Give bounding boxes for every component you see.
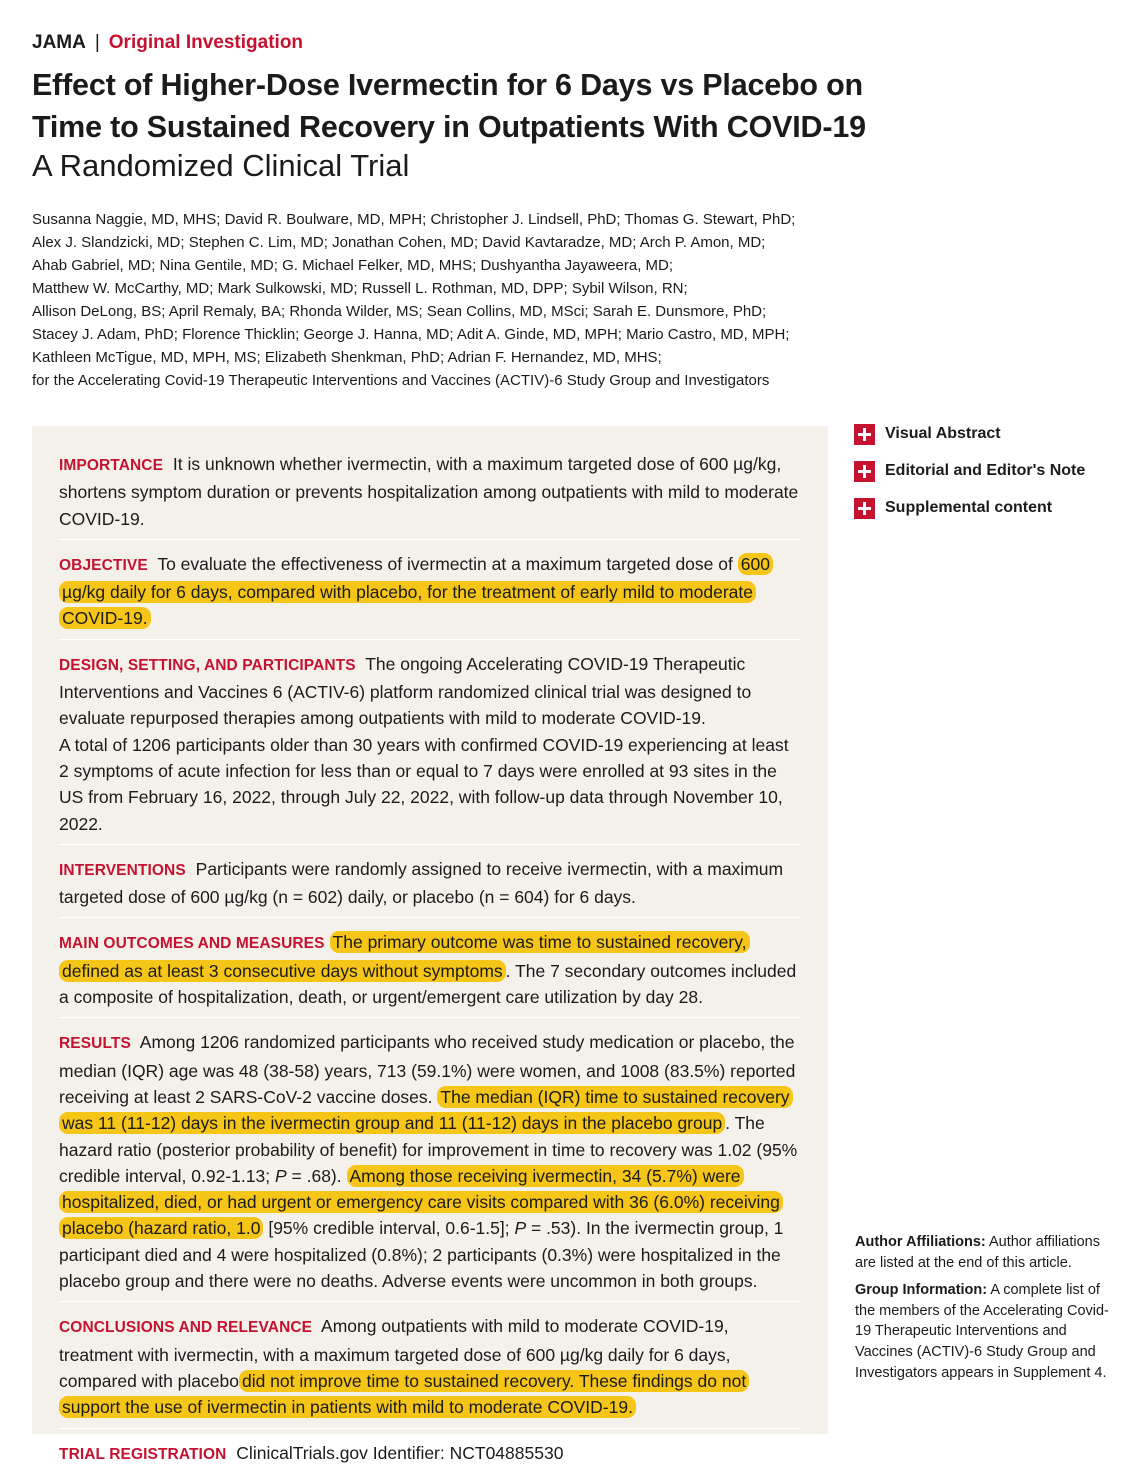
note-text: Author affiliations are listed at the end of this article.	[855, 1234, 1100, 1271]
author-line: Ahab Gabriel, MD; Nina Gentile, MD; G. Michael Felker, MD, MHS; Dushyantha Jayaweera, MD;	[32, 257, 674, 274]
supplemental-content-link[interactable]	[854, 496, 1124, 520]
section-text: = .53). In the ivermectin group, 1 participant died and 4 were hospitalized (0.8%); 2 participants (0.3%) were hospitalized in the placebo group and there were no deaths. Adverse events were uncommon in both groups.	[59, 1218, 784, 1292]
section-text: . The 7 secondary outcomes included a composite of hospitalization, death, or urgent/emergent care utilization by day 28.	[59, 960, 797, 1008]
article-title: Effect of Higher-Dose Ivermectin for 6 Days vs Placebo on Time to Sustained Recovery in Outpatients With COVID-19	[32, 68, 866, 144]
section-text: ClinicalTrials.gov Identifier: NCT04885530	[236, 1442, 564, 1463]
section-text: Among outpatients with mild to moderate COVID-19, treatment with ivermectin, with a maximum targeted dose of 600 µg/kg daily for 6 days, compared with placebo	[59, 1316, 731, 1391]
abstract-registration	[59, 1438, 800, 1475]
section-text: [95% credible interval, 0.6-1.5];	[263, 1218, 515, 1239]
highlighted-text: did not improve time to sustained recovery. These findings do not support the use of ivermectin in patients with mild to moderate COVID-19.	[59, 1370, 749, 1418]
supplementary-links	[854, 422, 1124, 533]
section-heading: CONCLUSIONS AND RELEVANCE	[59, 1319, 313, 1337]
p-value-symbol: P	[514, 1218, 527, 1239]
highlighted-text: The median (IQR) time to sustained recovery was 11 (11-12) days in the ivermectin group and 11 (11-12) days in the placebo group	[59, 1086, 793, 1134]
section-text: Among 1206 randomized participants who received study medication or placebo, the median (IQR) age was 48 (38-58) years, 713 (59.1%) were women, and 1008 (83.5%) reported receiving at least 2 SARS-CoV-2 vaccine doses.	[59, 1032, 796, 1107]
author-affiliations-note	[855, 1232, 1115, 1273]
section-heading: RESULTS	[59, 1035, 131, 1053]
section-text: . The hazard ratio (posterior probability of benefit) for improvement in time to recovery was 1.02 (95% credible interval, 0.92-1.13;	[59, 1113, 798, 1186]
abstract-importance	[59, 449, 800, 540]
link-label: Editorial and Editor's Note	[885, 462, 1086, 479]
author-line: Allison DeLong, BS; April Remaly, BA; Rhonda Wilder, MS; Sean Collins, MD, MSci; Sarah E. Dunsmore, PhD;	[32, 303, 767, 320]
p-value-symbol: P	[274, 1165, 287, 1186]
note-label: Group Information:	[855, 1282, 988, 1299]
editorial-link[interactable]	[854, 459, 1124, 483]
author-line: Stacey J. Adam, PhD; Florence Thicklin; George J. Hanna, MD; Adit A. Ginde, MD, MPH; Mario Castro, MD, MPH;	[32, 326, 790, 343]
article-section: Original Investigation	[108, 32, 304, 53]
plus-icon	[854, 498, 875, 519]
section-heading: DESIGN, SETTING, AND PARTICIPANTS	[59, 656, 356, 674]
section-text: The ongoing Accelerating COVID-19 Therapeutic Interventions and Vaccines 6 (ACTIV-6) platform randomized clinical trial was designed to evaluate repurposed therapies among outpatients with mild to moderate COVID-19.	[59, 653, 752, 729]
abstract-outcomes	[59, 927, 800, 1018]
highlighted-text: Among those receiving ivermectin, 34 (5.7%) were hospitalized, died, or had urgent or emergency care visits compared with 36 (6.0%) receiving placebo (hazard ratio, 1.0	[59, 1165, 783, 1240]
section-text: Participants were randomly assigned to receive ivermectin, with a maximum targeted dose of 600 µg/kg (n = 602) daily, or placebo (n = 604) for 6 days.	[59, 858, 784, 908]
section-heading: IMPORTANCE	[59, 457, 164, 474]
group-information-note	[855, 1280, 1115, 1383]
section-text: = .68).	[286, 1165, 342, 1186]
abstract-interventions	[59, 854, 800, 919]
plus-icon	[854, 461, 875, 482]
highlighted-text: 600 µg/kg daily for 6 days, compared with placebo, for the treatment of early mild to moderate COVID-19.	[59, 553, 773, 630]
abstract-results	[59, 1027, 800, 1302]
abstract-design	[59, 649, 800, 845]
section-heading: OBJECTIVE	[59, 556, 148, 574]
author-line: Kathleen McTigue, MD, MPH, MS; Elizabeth Shenkman, PhD; Adrian F. Hernandez, MD, MHS;	[32, 349, 662, 366]
author-list	[32, 208, 832, 392]
section-heading: MAIN OUTCOMES AND MEASURES	[59, 935, 325, 953]
note-label: Author Affiliations:	[855, 1234, 986, 1250]
masthead-separator: |	[94, 32, 100, 53]
abstract-conclusions	[59, 1311, 800, 1428]
masthead	[32, 31, 303, 55]
highlighted-text: The primary outcome was time to sustained recovery, defined as at least 3 consecutive days without symptoms	[59, 931, 750, 981]
section-heading: INTERVENTIONS	[59, 861, 186, 879]
author-line: Alex J. Slandzicki, MD; Stephen C. Lim, MD; Jonathan Cohen, MD; David Kavtaradze, MD; Arch P. Amon, MD;	[32, 234, 766, 251]
plus-icon	[854, 424, 875, 445]
abstract-box	[32, 426, 828, 1463]
section-heading: TRIAL REGISTRATION	[59, 1445, 227, 1463]
journal-name: JAMA	[32, 32, 86, 53]
author-line: for the Accelerating Covid-19 Therapeutic Interventions and Vaccines (ACTIV)-6 Study Group and Investigators	[32, 372, 770, 389]
section-text: It is unknown whether ivermectin, with a maximum targeted dose of 600 µg/kg, shortens symptom duration or prevents hospitalization among outpatients with mild to moderate COVID-19.	[59, 454, 799, 529]
abstract-objective	[59, 549, 800, 640]
note-text: A complete list of the members of the Accelerating Covid-19 Therapeutic Interventions and Vaccines (ACTIV)-6 Study Group and Investigators appears in Supplement 4.	[855, 1282, 1109, 1381]
section-text: To evaluate the effectiveness of ivermectin at a maximum targeted dose of	[157, 553, 733, 574]
link-label: Visual Abstract	[885, 425, 1001, 442]
side-notes	[855, 1232, 1115, 1390]
section-text: A total of 1206 participants older than 30 years with confirmed COVID-19 experiencing at least 2 symptoms of acute infection for less than or equal to 7 days were enrolled at 93 sites in the US from February 16, 2022, through July 22, 2022, with follow-up data through November 10, 2022.	[59, 734, 789, 834]
link-label: Supplemental content	[885, 499, 1053, 516]
visual-abstract-link[interactable]	[854, 422, 1124, 446]
author-line: Susanna Naggie, MD, MHS; David R. Boulware, MD, MPH; Christopher J. Lindsell, PhD; Thomas G. Stewart, PhD;	[32, 211, 796, 228]
author-line: Matthew W. McCarthy, MD; Mark Sulkowski, MD; Russell L. Rothman, MD, DPP; Sybil Wilson, RN;	[32, 280, 688, 297]
article-subtitle: A Randomized Clinical Trial	[32, 148, 410, 183]
